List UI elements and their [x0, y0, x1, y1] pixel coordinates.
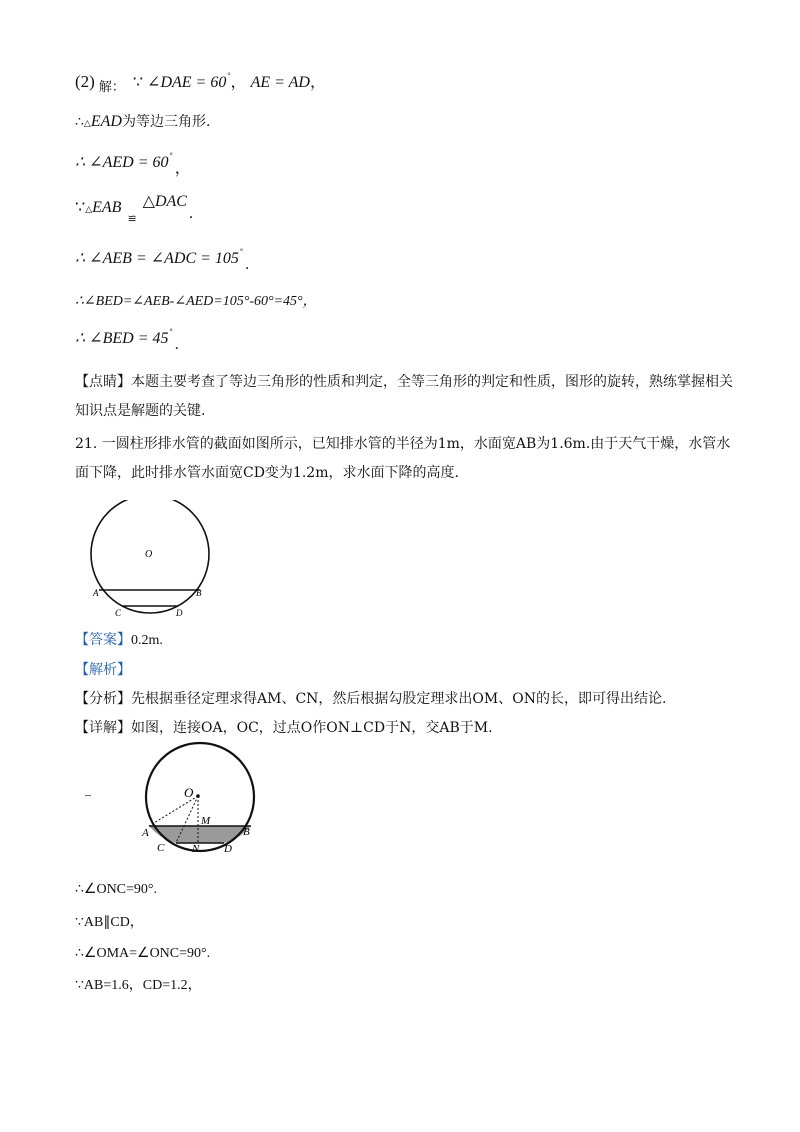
label-o: O	[184, 785, 194, 800]
triangle-dac: △DAC	[142, 193, 187, 210]
answer-text: 0.2m.	[131, 633, 163, 648]
comma: ，	[174, 160, 191, 177]
line-part2-header	[75, 66, 326, 97]
line-aeb-105	[75, 242, 249, 275]
degree-sign: °	[169, 327, 173, 336]
step-onc-90	[75, 880, 157, 900]
fenxi-line	[75, 689, 666, 709]
triangle-symbol: △	[85, 204, 93, 214]
line-equilateral	[75, 112, 210, 134]
period: .	[188, 205, 193, 222]
answer-line	[75, 630, 163, 651]
label-b: B	[196, 588, 202, 598]
triangle-symbol: △	[83, 119, 91, 129]
answer-tag: 【答案】	[75, 632, 131, 648]
dianjing-tag: 【点睛】	[75, 374, 131, 390]
congruent-symbol: ≌	[127, 213, 137, 225]
label-d: D	[224, 843, 232, 855]
because-symbol: ∵	[132, 74, 144, 91]
label-a: A	[93, 588, 99, 598]
line-bed-calc	[75, 292, 317, 312]
label-o: O	[145, 549, 153, 560]
stray-dash: –	[85, 787, 91, 801]
label-n: N	[192, 843, 200, 855]
dianjing-text: 本题主要考查了等边三角形的性质和判定，全等三角形的判定和性质，图形的旋转，熟练掌握相关知识点是解题的关键.	[75, 374, 733, 419]
dianjing-paragraph	[75, 368, 735, 426]
xiangjie-line	[75, 718, 493, 738]
fenxi-tag: 【分析】	[75, 691, 131, 707]
jiexi-line	[75, 660, 131, 680]
step-3-text: ∴∠OMA=∠ONC=90°.	[75, 946, 211, 961]
label-c: C	[115, 608, 122, 618]
label-m: M	[201, 815, 211, 827]
triangle-ead: EAD	[90, 113, 122, 130]
label-d: D	[176, 608, 183, 618]
label-b: B	[243, 826, 250, 838]
line-congruent	[75, 192, 193, 229]
angle-aed-expr: ∴ ∠AED = 60	[75, 154, 169, 171]
equilateral-text: 为等边三角形.	[121, 114, 211, 130]
question-21	[75, 430, 735, 488]
xiangjie-text: 如图，连接OA，OC，过点O作ON⊥CD于N，交AB于M.	[131, 720, 493, 736]
step-4-text: ∵AB=1.6，CD=1.2，	[75, 978, 202, 993]
step-2-text: ∵AB∥CD，	[75, 915, 144, 930]
line-bed-45	[75, 322, 179, 355]
degree-sign: °	[169, 151, 173, 160]
period: .	[174, 336, 179, 353]
bed-calculation: ∴∠BED=∠AEB-∠AED=105°-60°=45°，	[75, 294, 317, 309]
step-oma-90	[75, 944, 210, 964]
part-number: (2)	[75, 72, 95, 91]
question-21-text: 21. 一圆柱形排水管的截面如图所示，已知排水管的半径为1m，水面宽AB为1.6m.由于天气干燥，水管水面下降，此时排水管水面宽CD变为1.2m，求水面下降的高度.	[75, 436, 731, 481]
center-point	[196, 794, 200, 798]
label-a: A	[142, 827, 149, 839]
angle-bed-expr: ∴ ∠BED = 45	[75, 330, 169, 347]
step-lengths	[75, 976, 202, 996]
degree-sign: °	[239, 247, 244, 256]
step-1-text: ∴∠ONC=90°.	[75, 882, 158, 897]
triangle-eab: EAB	[92, 199, 122, 216]
therefore-symbol: ∴	[75, 114, 84, 130]
because-symbol: ∵	[75, 199, 86, 216]
jiexi-tag: 【解析】	[75, 662, 131, 678]
figure-pipe-cross-section	[82, 500, 222, 625]
degree-sign: °	[227, 71, 231, 80]
step-ab-parallel-cd	[75, 913, 144, 933]
water-segment	[149, 826, 251, 843]
period: .	[245, 256, 250, 273]
ae-ad-expr: AE = AD	[250, 74, 310, 91]
comma: ，	[309, 74, 326, 91]
xiangjie-tag: 【详解】	[75, 720, 131, 736]
separator: ，	[230, 74, 247, 91]
fenxi-text: 先根据垂径定理求得AM、CN，然后根据勾股定理求出OM、ON的长，即可得出结论.	[131, 691, 667, 707]
jie-label: 解：	[98, 79, 125, 94]
label-c: C	[157, 842, 165, 854]
line-aed-60	[75, 146, 191, 179]
angle-dae-expr: ∠DAE = 60	[147, 74, 227, 91]
figure-solution-diagram	[80, 740, 280, 865]
angle-aeb-expr: ∴ ∠AEB = ∠ADC = 105	[75, 250, 239, 267]
